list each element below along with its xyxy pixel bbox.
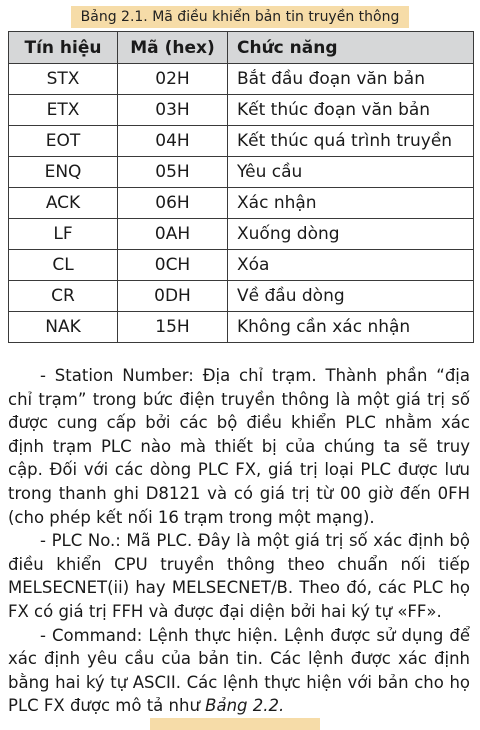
next-caption-highlight — [150, 718, 320, 730]
cell-signal: ACK — [9, 188, 118, 219]
table-row — [9, 281, 474, 312]
paragraph-command-text: - Command: Lệnh thực hiện. Lệnh được sử dụng để xác định yêu cầu của bản tin. Các lệnh được xác định bằng hai ký tự ASCII. Các lệnh thực hiện với bản cho họ PLC FX được mô tả như — [8, 625, 470, 716]
header-hex-code: Mã (hex) — [118, 32, 228, 64]
cell-hex-code: 0DH — [118, 281, 228, 312]
body-text — [8, 364, 470, 718]
control-code-table — [8, 31, 474, 343]
cell-function: Xuống dòng — [228, 219, 474, 250]
cell-hex-code: 0CH — [118, 250, 228, 281]
cell-function: Yêu cầu — [228, 157, 474, 188]
table-row — [9, 64, 474, 95]
cell-function: Bắt đầu đoạn văn bản — [228, 64, 474, 95]
cell-hex-code: 04H — [118, 126, 228, 157]
table-row — [9, 157, 474, 188]
cell-function: Kết thúc quá trình truyền — [228, 126, 474, 157]
cell-signal: STX — [9, 64, 118, 95]
cell-signal: EOT — [9, 126, 118, 157]
table-row — [9, 250, 474, 281]
table-caption-text: Bảng 2.1. Mã điều khiển bản tin truyền thông — [71, 6, 410, 28]
header-function: Chức năng — [228, 32, 474, 64]
cell-signal: ETX — [9, 95, 118, 126]
cell-function: Về đầu dòng — [228, 281, 474, 312]
cell-signal: ENQ — [9, 157, 118, 188]
table-row — [9, 188, 474, 219]
paragraph-command — [8, 624, 470, 718]
paragraph-plc-no: - PLC No.: Mã PLC. Đây là một giá trị số xác định bộ điều khiển CPU truyền thông theo chuẩn nối tiếp MELSECNET(ii) hay MELSECNET/B. Theo đó, các PLC họ FX có giá trị FFH và được đại diện bởi hai ký tự «FF». — [8, 531, 470, 621]
cell-function: Xóa — [228, 250, 474, 281]
cell-signal: LF — [9, 219, 118, 250]
table-row — [9, 126, 474, 157]
table-row — [9, 312, 474, 343]
cell-hex-code: 0AH — [118, 219, 228, 250]
cell-signal: CL — [9, 250, 118, 281]
cell-function: Không cần xác nhận — [228, 312, 474, 343]
paragraph-station-number: - Station Number: Địa chỉ trạm. Thành phần “địa chỉ trạm” trong bức điện truyền thông là một giá trị số được cung cấp bởi các bộ điều khiển PLC nhằm xác định trạm PLC nào mà thiết bị của chúng ta sẽ truy cập. Đối với các dòng PLC FX, giá trị loại PLC được lưu trong thanh ghi D8121 và có giá trị từ 00 giờ đến 0FH (cho phép kết nối 16 trạm trong một mạng). — [8, 366, 470, 527]
table-header-row — [9, 32, 474, 64]
cell-function: Xác nhận — [228, 188, 474, 219]
table-caption — [0, 6, 480, 28]
table-row — [9, 95, 474, 126]
cell-signal: NAK — [9, 312, 118, 343]
cell-signal: CR — [9, 281, 118, 312]
table-row — [9, 219, 474, 250]
table-reference: Bảng 2.2. — [205, 696, 285, 716]
cell-hex-code: 03H — [118, 95, 228, 126]
cell-hex-code: 05H — [118, 157, 228, 188]
cell-function: Kết thúc đoạn văn bản — [228, 95, 474, 126]
cell-hex-code: 15H — [118, 312, 228, 343]
header-signal: Tín hiệu — [9, 32, 118, 64]
cell-hex-code: 02H — [118, 64, 228, 95]
cell-hex-code: 06H — [118, 188, 228, 219]
